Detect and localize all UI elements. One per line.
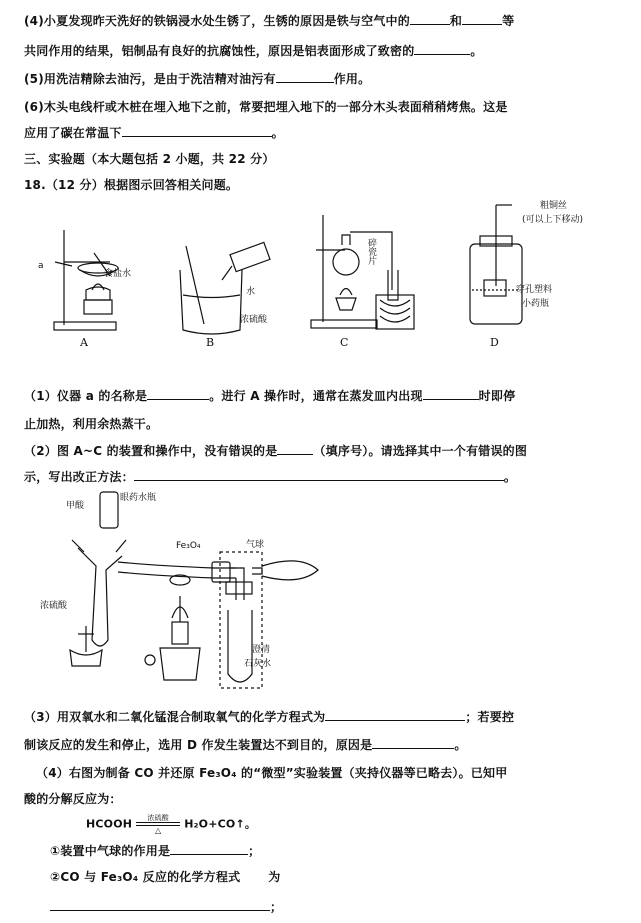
question-18: 18.（12 分）根据图示回答相关问题。 [24,178,239,192]
q4-5-tail: 作用。 [333,72,371,86]
answer-blank[interactable] [372,748,454,749]
q18-3-line2: 制该反应的发生和停止，选用 D 作发生装置达不到目的，原因是 。 [24,738,467,752]
caption-c: C [340,336,349,349]
q18-3-line1: （3）用双氧水和二氧化锰混合制取氧气的化学方程式为 ；若要控 [24,710,515,724]
label-formic-acid: 甲酸 [66,501,85,511]
q4-6-line1: (6)木头电线杆或木桩在埋入地下之前，常要把埋入地下的一部分木头表面稍稍烤焦。这是 [24,100,508,114]
equation-left: HCOOH [86,817,133,831]
label-salt-water: 食盐水 [104,269,132,279]
q4-6-line2: 应用了碳在常温下 [24,126,122,140]
label-dropper-bottle: 眼药水瓶 [120,493,157,503]
answer-blank[interactable] [325,720,465,721]
answer-blank[interactable] [170,854,248,855]
label-a: a [38,261,44,271]
q18-1-line1: （1）仪器 a 的名称是 。进行 A 操作时，通常在蒸发皿内出现 时即停 [24,389,516,403]
q18-4-line1: （4）右图为制备 CO 并还原 Fe₃O₄ 的“微型”实验装置（夹持仪器等已略去）。已知甲 [36,766,508,780]
q18-4-sub2: ②CO 与 Fe₃O₄ 反应的化学方程式 为 [50,870,281,884]
q18-1-line2: 止加热，利用余热蒸干。 [24,417,159,431]
q4-4-text-b: 和 [449,14,463,28]
answer-blank[interactable] [50,910,270,911]
caption-d: D [490,336,499,349]
q18-4-sub1: ①装置中气球的作用是 ； [50,844,261,858]
q18-4-sub2-blank: ； [50,898,282,915]
label-bottle-1: 穿孔塑料 [516,285,553,295]
label-wire: 粗铜丝 [540,201,568,211]
caption-a: A [80,336,88,349]
label-limewater-1: 澄清 [252,645,271,655]
label-fe3o4: Fe₃O₄ [176,541,201,551]
label-bottle-2: 小药瓶 [522,299,550,309]
caption-b: B [206,336,215,349]
label-water: 水 [246,287,256,297]
q18-2-line2: 示，写出改正方法： 。 [24,470,517,484]
q4-line5: 应用了碳在常温下 。 [24,126,284,140]
decomposition-equation [86,814,256,835]
label-broken-porcelain: 碎瓷片 [366,238,376,265]
section-heading: 三、实验题（本大题包括 2 小题，共 22 分） [24,152,275,166]
dropper-bottle [100,492,118,528]
label-conc-h2so4: 浓硫酸 [40,601,68,611]
q4-4-line2: 共同作用的结果，铝制品有良好的抗腐蚀性，原因是铝表面形成了致密的 [24,44,415,58]
label-wire-note: (可以上下移动) [522,215,584,225]
q4-4-text-a: (4)小夏发现昨天洗好的铁锅浸水处生锈了，生锈的原因是铁与空气中的 [24,14,410,28]
label-limewater-2: 石灰水 [244,659,272,669]
q4-4-text-c: 等 [502,14,515,28]
label-balloon: 气球 [246,540,265,550]
q18-2-line1: （2）图 A~C 的装置和操作中，没有错误的是 （填序号）。请选择其中一个有错误的图 [24,444,528,458]
equation-right: H₂O+CO↑。 [184,817,257,831]
q18-4-line2: 酸的分解反应为： [24,792,122,806]
equation-condition-bottom: △ [155,826,162,835]
equation-condition-top: 浓硫酸 [147,814,170,822]
q4-5: (5)用洗洁精除去油污，是由于洗洁精对油污有 [24,72,276,86]
label-conc-acid: 浓硫酸 [240,315,268,325]
q4-line2: 共同作用的结果，铝制品有良好的抗腐蚀性，原因是铝表面形成了致密的 。 [24,44,483,58]
